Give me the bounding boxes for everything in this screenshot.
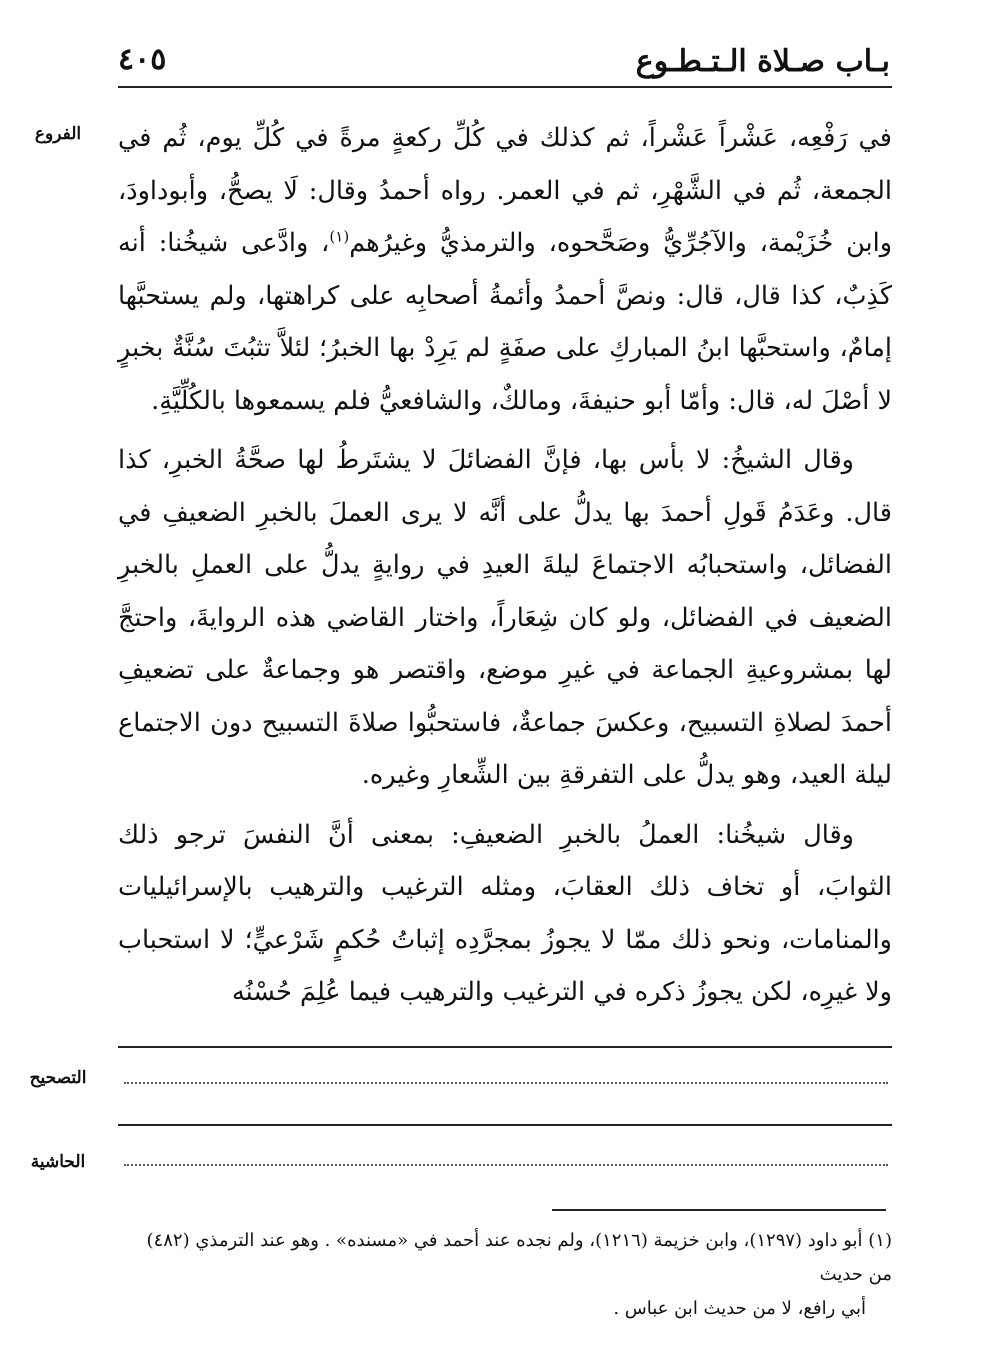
paragraph-1-part-b: ، وادَّعى شيخُنا: أنه كَذِبٌ، كذا قال، قال: ونصَّ أحمدُ وأئمةُ أصحابِه على كراهتها، ولم يستحبَّها إمامٌ، واستحبَّها ابنُ المباركِ على صفَةٍ لم يَرِدْ بها الخبرُ؛ لئلاَّ تثبُتَ سُنَّةٌ بخبرٍ لا أصْلَ له، قال: وأمّا أبو حنيفةَ، ومالكٌ، والشافعيُّ فلم يسمعوها بالكُلِّيَّةِ.	[118, 228, 892, 416]
hashiya-dotted-line	[124, 1164, 888, 1166]
separator-rule-1	[118, 1046, 892, 1048]
paragraph-1	[118, 112, 892, 427]
main-text	[118, 112, 892, 1019]
margin-label-furu: الفروع	[34, 124, 82, 144]
paragraph-3: وقال شيخُنا: العملُ بالخبرِ الضعيفِ: بمعنى أنَّ النفسَ ترجو ذلك الثوابَ، أو تخاف ذلك العقابَ، ومثله الترغيب والترهيب بالإسرائيليات والمنامات، ونحو ذلك ممّا لا يجوزُ بمجرَّدِه إثباتُ حُكمٍ شَرْعيٍّ؛ لا استحباب ولا غيرِه، لكن يجوزُ ذكره في الترغيب والترهيب فيما عُلِمَ حُسْنُه	[118, 819, 892, 1007]
margin-label-tashih: التصحيح	[29, 1068, 87, 1088]
separator-rule-2	[118, 1124, 892, 1126]
tashih-dotted-line	[124, 1082, 888, 1084]
page-number: ٤٠٥	[118, 42, 167, 77]
header-rule	[118, 86, 892, 88]
footnote-1-line-2: أبي رافع، لا من حديث ابن عباس .	[613, 1298, 866, 1319]
paragraph-1-part-a: في رَفْعِه، عَشْراً عَشْراً، ثم كذلك في كُلِّ ركعةٍ مرةً في كُلِّ يوم، ثُم في الجمعة، ثُم في الشَّهْرِ، ثم في العمر. رواه أحمدُ وقال: لَا يصحُّ، وأبوداودَ، وابن خُزَيْمة، والآجُرِّيُّ وصَحَّحوه، والترمذيُّ وغيرُهم	[118, 123, 893, 258]
paragraph-2: وقال الشيخُ: لا بأس بها، فإنَّ الفضائلَ لا يشتَرطُ لها صحَّةُ الخبرِ، كذا قال. وعَدَمُ قَولِ أحمدَ بها يدلُّ على أنَّه لا يرى العملَ بالخبرِ الضعيفِ في الفضائل، واستحبابُه الاجتماعَ ليلةَ العيدِ في روايةٍ يدلُّ على العملِ بالخبرِ الضعيف في الفضائل، ولو كان شِعَاراً، واختار القاضي هذه الروايةَ، واحتجَّ لها بمشروعيةِ الجماعة في غيرِ موضع، واقتصر هو وجماعةٌ على تضعيفِ أحمدَ لصلاةِ التسبيح، وعكسَ جماعةٌ، فاستحبُّوا صلاةَ التسبيح دون الاجتماع ليلة العيد، وهو يدلُّ على التفرقةِ بين الشِّعارِ وغيره.	[118, 445, 892, 790]
footnote-rule	[552, 1209, 886, 1211]
running-title: بـاب صـلاة الـتـطـوع	[635, 44, 890, 79]
footnote-reference: (١)	[329, 227, 350, 246]
margin-label-hashiya: الحاشية	[30, 1152, 86, 1172]
footnote-1-line-1: (١) أبو داود (١٢٩٧)، وابن خزيمة (١٢١٦)، ولم نجده عند أحمد في «مسنده» . وهو عند الترمذي (٤٨٢) من حديث	[146, 1230, 892, 1285]
footnotes	[118, 1224, 892, 1326]
